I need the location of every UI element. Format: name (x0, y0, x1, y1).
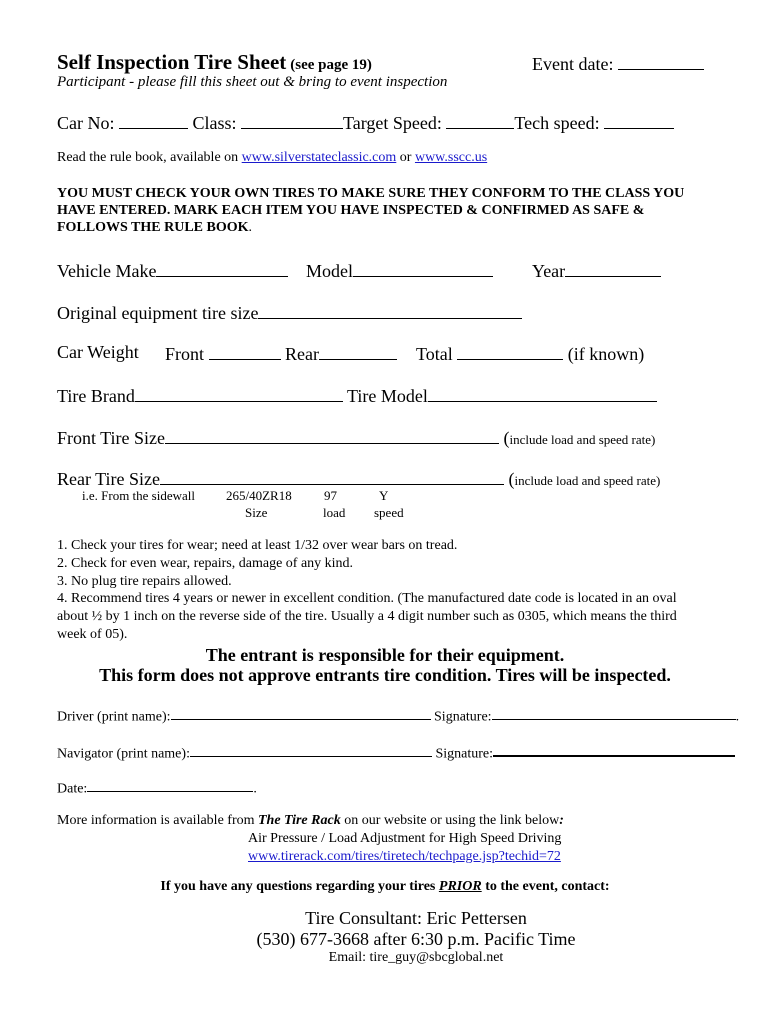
tire-rack-brand: The Tire Rack (258, 813, 341, 828)
class-label: Class: (192, 113, 237, 134)
responsibility-line1: The entrant is responsible for their equipment. (205, 645, 565, 665)
tire-model-label: Tire Model (347, 386, 428, 407)
silverstate-link[interactable]: www.silverstateclassic.com (241, 150, 397, 165)
driver-row: Driver (print name): Signature: . (57, 706, 739, 725)
checklist-item: week of 05). (57, 626, 128, 642)
target-speed-label: Target Speed: (343, 113, 442, 134)
consultant-email: Email: tire_guy@sbcglobal.net (328, 950, 504, 965)
include-note-paren: ( (503, 428, 510, 449)
front-weight-label: Front (165, 344, 205, 365)
navigator-row (57, 742, 735, 762)
more-info-colon: : (559, 813, 564, 828)
example-speed-value: Y (379, 488, 389, 503)
event-date-label: Event date: (532, 54, 614, 75)
include-note: include load and speed rate) (509, 432, 656, 448)
rear-tire-size-input[interactable] (160, 467, 504, 485)
checklist (57, 537, 677, 644)
page-title (57, 50, 372, 75)
example-speed-label: speed (374, 505, 404, 520)
question-before: If you have any questions regarding your tires (160, 879, 436, 894)
date-input[interactable] (87, 778, 253, 792)
checklist-item: 1. Check your tires for wear; need at least 1/32 over wear bars on tread. (57, 538, 458, 553)
contact-question (0, 879, 770, 895)
year-input[interactable] (565, 259, 661, 277)
checklist-item: about ½ by 1 inch on the reverse side of the tire. Usually a 4 digit number such as 0305, which means the third (57, 609, 677, 625)
rulebook-line (57, 150, 487, 166)
event-date-field (532, 52, 704, 75)
rulebook-or: or (399, 150, 412, 165)
include-note: include load and speed rate) (514, 473, 661, 489)
warning-block: YOU MUST CHECK YOUR OWN TIRES TO MAKE SURE THEY CONFORM TO THE CLASS YOU HAVE ENTERED. MARK EACH ITEM YOU HAVE INSPECTED & CONFIRMED AS SAFE & FOLLOWS THE RULE BOOK. (57, 186, 685, 235)
article-title: Air Pressure / Load Adjustment for High Speed Driving (248, 831, 562, 846)
question-after: to the event, contact: (485, 879, 610, 894)
tech-speed-input[interactable] (604, 111, 674, 129)
oe-tire-size-label: Original equipment tire size (57, 303, 259, 324)
driver-label: Driver (print name): (57, 709, 171, 725)
year-label: Year (532, 261, 566, 282)
rear-tire-size-row (57, 467, 660, 490)
example-label: i.e. From the sidewall (82, 488, 196, 503)
rear-weight-label: Rear (285, 344, 319, 365)
vehicle-make-label: Vehicle Make (57, 261, 157, 282)
class-input[interactable] (241, 111, 343, 129)
warning-line: FOLLOWS THE RULE BOOK (57, 220, 249, 235)
example-size-label: Size (245, 505, 268, 520)
checklist-item: 4. Recommend tires 4 years or newer in excellent condition. (The manufactured date code is located in an oval (57, 591, 677, 607)
tech-speed-label: Tech speed: (514, 113, 600, 134)
car-weight-label: Car Weight (57, 342, 139, 362)
warning-line: HAVE ENTERED. MARK EACH ITEM YOU HAVE INSPECTED & CONFIRMED AS SAFE & (57, 203, 645, 218)
title-note: (see page 19) (290, 57, 372, 73)
model-input[interactable] (353, 259, 493, 277)
vehicle-row (57, 259, 757, 282)
front-weight-input[interactable] (209, 342, 281, 360)
navigator-label: Navigator (print name): (57, 746, 190, 762)
car-no-input[interactable] (119, 111, 188, 129)
driver-signature-input[interactable] (492, 706, 736, 720)
include-note-paren: ( (508, 469, 515, 490)
car-no-label: Car No: (57, 113, 115, 134)
front-tire-size-row (57, 426, 655, 449)
total-weight-input[interactable] (457, 342, 563, 360)
rear-weight-input[interactable] (319, 342, 397, 360)
navigator-signature-label: Signature: (435, 746, 493, 762)
example-load-label: load (323, 505, 346, 520)
event-date-input[interactable] (618, 52, 704, 70)
example-size-value: 265/40ZR18 (226, 488, 292, 503)
consultant-phone: (530) 677-3668 after 6:30 p.m. Pacific Time (256, 929, 576, 949)
title-text: Self Inspection Tire Sheet (57, 50, 287, 74)
date-label: Date: (57, 781, 88, 797)
oe-tire-size-row (57, 301, 522, 324)
tire-brand-input[interactable] (135, 384, 343, 402)
rear-tire-size-label: Rear Tire Size (57, 469, 160, 490)
tire-brand-row (57, 384, 657, 407)
navigator-signature-input[interactable] (493, 742, 735, 757)
car-info-row (57, 111, 674, 134)
front-tire-size-label: Front Tire Size (57, 428, 166, 449)
more-info-text-after: on our website or using the link below (344, 813, 560, 828)
checklist-item: 2. Check for even wear, repairs, damage of any kind. (57, 555, 354, 571)
driver-name-input[interactable] (171, 706, 431, 720)
consultant-name: Tire Consultant: Eric Pettersen (305, 908, 527, 928)
model-label: Model (306, 261, 353, 282)
front-tire-size-input[interactable] (165, 426, 499, 444)
car-weight-row (57, 342, 757, 363)
rulebook-text: Read the rule book, available on (57, 150, 239, 165)
date-row: Date: . (57, 778, 257, 797)
tire-model-input[interactable] (428, 384, 657, 402)
navigator-name-input[interactable] (190, 743, 432, 757)
tire-brand-label: Tire Brand (57, 386, 135, 407)
if-known-note: (if known) (567, 344, 645, 365)
oe-tire-size-input[interactable] (258, 301, 522, 319)
total-weight-label: Total (416, 344, 453, 365)
checklist-item: 3. No plug tire repairs allowed. (57, 573, 232, 589)
sscc-link[interactable]: www.sscc.us (414, 150, 488, 165)
driver-signature-label: Signature: (434, 709, 492, 725)
responsibility-line2: This form does not approve entrants tire condition. Tires will be inspected. (99, 665, 671, 685)
more-info-text: More information is available from (57, 813, 255, 828)
tirerack-link[interactable]: www.tirerack.com/tires/tiretech/techpage.jsp?techid=72 (248, 849, 561, 864)
question-prior: PRIOR (438, 879, 482, 894)
more-info-line (57, 813, 564, 829)
page-subtitle: Participant - please fill this sheet out & bring to event inspection (57, 74, 448, 90)
vehicle-make-input[interactable] (156, 259, 288, 277)
target-speed-input[interactable] (446, 111, 514, 129)
warning-line: YOU MUST CHECK YOUR OWN TIRES TO MAKE SURE THEY CONFORM TO THE CLASS YOU (57, 186, 685, 201)
example-load-value: 97 (324, 488, 337, 503)
